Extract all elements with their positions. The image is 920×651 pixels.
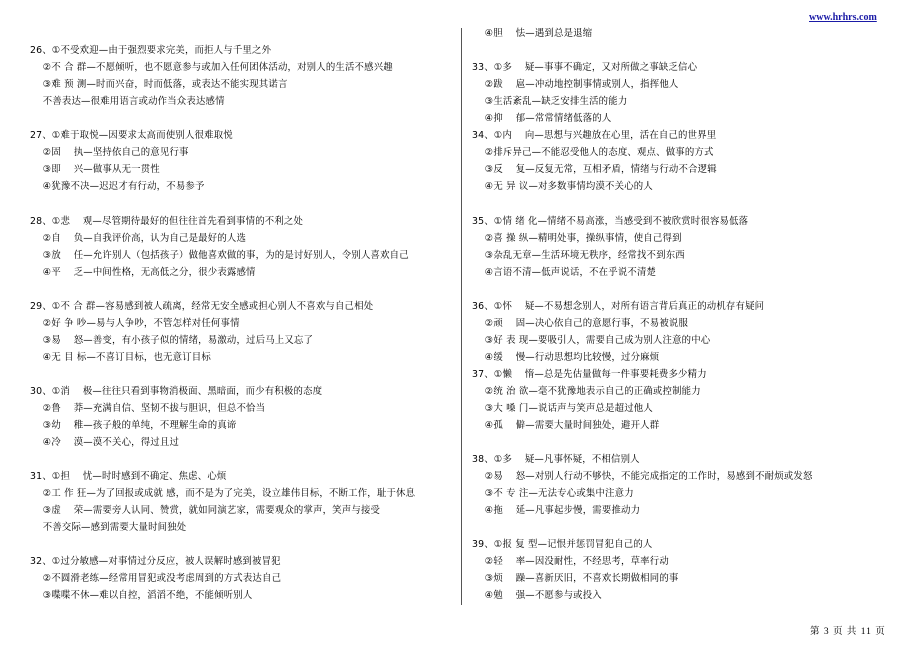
list-item: ②固 执—坚持依自己的意见行事 — [30, 147, 189, 158]
list-item: ②自 负—自我评价高，认为自己是最好的人选 — [30, 233, 247, 244]
list-item: ②轻 率—因没耐性，不经思考，草率行动 — [472, 556, 669, 567]
list-item: ④孤 僻—需要大量时间独处，避开人群 — [472, 420, 660, 431]
page-number: 第 3 页 共 11 页 — [810, 627, 886, 637]
list-item: ②跋 扈—冲动地控制事情或别人，指挥他人 — [472, 79, 679, 90]
list-item: 31、①担 忧—时时感到不确定、焦虑、心烦 — [30, 471, 227, 482]
list-item: ④冷 漠—漠不关心，得过且过 — [30, 437, 180, 448]
list-item: ②不 合 群—不愿倾听，也不愿意参与或加入任何团体活动，对别人的生活不感兴趣 — [30, 62, 393, 73]
list-item: 39、①报 复 型—记恨并惩罚冒犯自己的人 — [472, 539, 653, 550]
list-item: ③虚 荣—需要旁人认同、赞赏，就如同演艺家，需要观众的掌声，笑声与接受 — [30, 505, 381, 516]
list-item: 不善表达—很难用语言或动作当众表达感情 — [30, 96, 225, 107]
site-link[interactable]: www.hrhrs.com — [809, 12, 877, 23]
list-item: ③大 嗓 门—说话声与笑声总是超过他人 — [472, 403, 653, 414]
list-item: ②鲁 莽—充满自信、坚韧不拔与胆识，但总不恰当 — [30, 403, 266, 414]
list-item: ④抑 郁—常常情绪低落的人 — [472, 113, 612, 124]
list-item: ④犹豫不决—迟迟才有行动，不易参予 — [30, 181, 205, 192]
list-item: 38、①多 疑—凡事怀疑，不相信别人 — [472, 454, 640, 465]
list-item: 30、①消 极—往往只看到事物消极面、黑暗面，而少有积极的态度 — [30, 386, 323, 397]
list-item: 33、①多 疑—事事不确定，又对所做之事缺乏信心 — [472, 62, 698, 73]
list-item: 28、①悲 观—尽管期待最好的但往往首先看到事情的不利之处 — [30, 216, 304, 227]
list-item: 不善交际—感到需要大量时间独处 — [30, 522, 187, 533]
list-item: 34、①内 向—思想与兴趣放在心里，活在自己的世界里 — [472, 130, 717, 141]
list-item: 36、①怀 疑—不易想念别人，对所有语言背后真正的动机存有疑问 — [472, 301, 765, 312]
list-item: 27、①难于取悦—因要求太高而使别人很难取悦 — [30, 130, 233, 141]
list-item: ③易 怒—善变，有小孩子似的情绪，易激动，过后马上又忘了 — [30, 335, 314, 346]
list-item: 35、①情 绪 化—情绪不易高涨，当感受到不被欣赏时很容易低落 — [472, 216, 749, 227]
list-item: ③杂乱无章—生活环境无秩序，经常找不到东西 — [472, 250, 685, 261]
list-item: ③反 复—反复无常，互相矛盾，情绪与行动不合逻辑 — [472, 164, 717, 175]
list-item: ④胆 怯—遇到总是退缩 — [472, 28, 593, 39]
list-item: ③不 专 注—无法专心或集中注意力 — [472, 488, 634, 499]
list-item: ②易 怒—对别人行动不够快，不能完成指定的工作时，易感到不耐烦或发怒 — [472, 471, 813, 482]
list-item: ②顽 固—决心依自己的意愿行事，不易被说服 — [472, 318, 689, 329]
list-item: ③即 兴—做事从无一贯性 — [30, 164, 160, 175]
list-item: ④勉 强—不愿参与或投入 — [472, 590, 602, 601]
list-item: ④拖 延—凡事起步慢，需要推动力 — [472, 505, 641, 516]
list-item: ③生活紊乱—缺乏安排生活的能力 — [472, 96, 628, 107]
list-item: ②统 治 欲—毫不犹豫地表示自己的正确或控制能力 — [472, 386, 701, 397]
list-item: ④平 乏—中间性格，无高低之分，很少表露感情 — [30, 267, 256, 278]
list-item: ③难 预 测—时而兴奋，时而低落，或表达不能实现其诺言 — [30, 79, 288, 90]
list-item: ③放 任—允许别人（包括孩子）做他喜欢做的事，为的是讨好别人，令别人喜欢自己 — [30, 250, 409, 261]
list-item: ②工 作 狂—为了回报或成就 感，而不是为了完美，设立雄伟目标，不断工作，耻于休息 — [30, 488, 416, 499]
list-item: ③幼 稚—孩子般的单纯，不理解生命的真谛 — [30, 420, 237, 431]
list-item: 29、①不 合 群—容易感到被人疏离，经常无安全感或担心别人不喜欢与自己相处 — [30, 301, 374, 312]
list-item: ④缓 慢—行动思想均比较慢，过分麻烦 — [472, 352, 660, 363]
list-item: 26、①不受欢迎—由于强烈要求完美，而拒人与千里之外 — [30, 45, 272, 56]
list-item: ③喋喋不休—难以自控，滔滔不绝，不能倾听别人 — [30, 590, 253, 601]
list-item: ④言语不清—低声说话，不在乎说不清楚 — [472, 267, 657, 278]
list-item: ③烦 躁—喜新厌旧，不喜欢长期做相同的事 — [472, 573, 679, 584]
list-item: ④无 目 标—不喜订目标，也无意订目标 — [30, 352, 211, 363]
list-item: 32、①过分敏感—对事情过分反应，被人误解时感到被冒犯 — [30, 556, 281, 567]
list-item: ②不圆滑老练—经常用冒犯或没考虑周到的方式表达自己 — [30, 573, 282, 584]
column-divider — [461, 28, 462, 605]
list-item: ②喜 操 纵—精明处事，操纵事情，使自己得到 — [472, 233, 682, 244]
list-item: ④无 异 议—对多数事情均漠不关心的人 — [472, 181, 653, 192]
list-item: ③好 表 现—要吸引人，需要自己成为别人注意的中心 — [472, 335, 711, 346]
list-item: ②排斥异己—不能忍受他人的态度、观点、做事的方式 — [472, 147, 714, 158]
list-item: 37、①懒 惰—总是先估量做每一件事要耗费多少精力 — [472, 369, 707, 380]
list-item: ②好 争 吵—易与人争吵，不管怎样对任何事情 — [30, 318, 240, 329]
